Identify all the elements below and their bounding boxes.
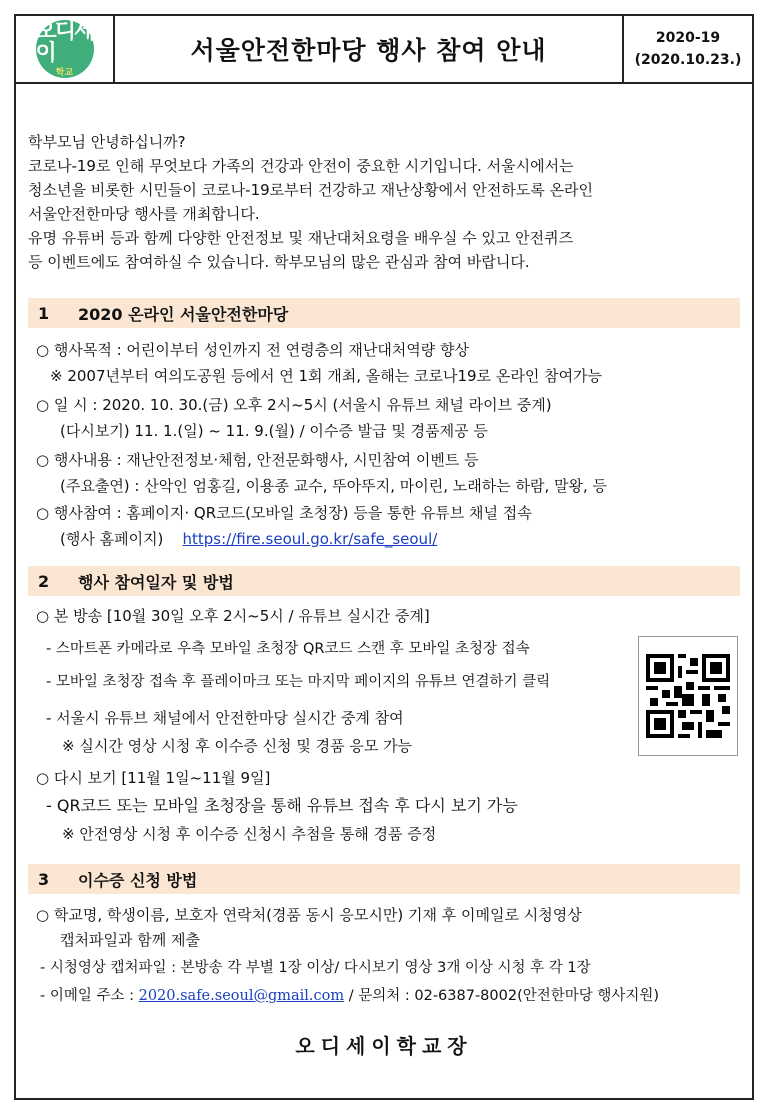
document-number-box bbox=[622, 16, 752, 82]
sec2-replay: ○ 다시 보기 [11월 1일~11월 9일] bbox=[36, 769, 271, 787]
sec1-purpose: ○ 행사목적 : 어린이부터 성인까지 전 연령층의 재난대처역량 향상 bbox=[36, 341, 470, 359]
logo-text: 오디세이 bbox=[35, 18, 94, 66]
section-1-heading bbox=[28, 298, 740, 328]
intro-line: 서울안전한마당 행사를 개최합니다. bbox=[28, 205, 260, 223]
qr-code-icon bbox=[646, 654, 730, 738]
document-header bbox=[14, 14, 754, 84]
intro-line: 코로나-19로 인해 무엇보다 가족의 건강과 안전이 중요한 시기입니다. 서울시에서는 bbox=[28, 157, 574, 175]
intro-line: 유명 유튜버 등과 함께 다양한 안전정보 및 재난대처요령을 배우실 수 있고 안전퀴즈 bbox=[28, 229, 574, 247]
school-logo bbox=[16, 16, 115, 82]
sec2-step: - 스마트폰 카메라로 우측 모바일 초청장 QR코드 스캔 후 모바일 초청장 접속 bbox=[46, 641, 530, 657]
section-number: 3 bbox=[38, 869, 50, 889]
intro-text bbox=[28, 130, 740, 274]
section-number: 2 bbox=[38, 571, 50, 591]
section-title: 행사 참여일자 및 방법 bbox=[78, 572, 234, 592]
intro-line: 등 이벤트에도 참여하실 수 있습니다. 학부모님의 많은 관심과 참여 바랍니다. bbox=[28, 253, 530, 271]
intro-line: 학부모님 안녕하십니까? bbox=[28, 133, 186, 151]
sec2-step: - 서울시 유튜브 채널에서 안전한마당 실시간 중계 참여 bbox=[46, 709, 404, 727]
email-label: - 이메일 주소 : bbox=[40, 988, 134, 1004]
sec1-content: ○ 행사내용 : 재난안전정보·체험, 안전문화행사, 시민참여 이벤트 등 bbox=[36, 451, 479, 469]
sec1-participation: ○ 행사참여 : 홈페이지· QR코드(모바일 초청장) 등을 통한 유튜브 채널 접속 bbox=[36, 504, 532, 522]
document-number: 2020-19 bbox=[655, 30, 721, 46]
sec2-note: ※ 실시간 영상 시청 후 이수증 신청 및 경품 응모 가능 bbox=[62, 737, 413, 755]
sec2-replay-note: ※ 안전영상 시청 후 이수증 신청시 추첨을 통해 경품 증정 bbox=[62, 825, 437, 843]
sec1-homepage-row bbox=[60, 527, 437, 551]
sec3-instruction: ○ 학교명, 학생이름, 보호자 연락처(경품 동시 응모시만) 기재 후 이메일로 시청영상 bbox=[36, 906, 582, 924]
sec3-capture: - 시청영상 캡처파일 : 본방송 각 부별 1장 이상/ 다시보기 영상 3개 이상 시청 후 각 1장 bbox=[40, 960, 591, 976]
sec2-step: - 모바일 초청장 접속 후 플레이마크 또는 마지막 페이지의 유튜브 연결하기 클릭 bbox=[46, 674, 551, 690]
intro-line: 청소년을 비롯한 시민들이 코로나-19로부터 건강하고 재난상황에서 안전하도록 온라인 bbox=[28, 181, 594, 199]
contact-info: / 문의처 : 02-6387-8002(안전한마당 행사지원) bbox=[348, 988, 660, 1004]
logo-emblem bbox=[36, 20, 94, 78]
sec1-note: ※ 2007년부터 여의도공원 등에서 연 1회 개최, 올해는 코로나19로 온라인 참여가능 bbox=[50, 367, 603, 385]
email-link[interactable]: 2020.safe.seoul@gmail.com bbox=[138, 988, 345, 1004]
sec1-performers: (주요출연) : 산악인 엄홍길, 이용종 교수, 뚜아뚜지, 마이린, 노래하는 하람, 말왕, 등 bbox=[60, 477, 608, 495]
section-2-heading bbox=[28, 566, 740, 596]
sec3-instruction-cont: 캡처파일과 함께 제출 bbox=[60, 931, 200, 949]
sec3-email-row bbox=[40, 984, 659, 1008]
logo-subtext: 학교 bbox=[55, 67, 74, 78]
signature: 오디세이학교장 bbox=[295, 1034, 473, 1058]
qr-code bbox=[638, 636, 738, 756]
section-number: 1 bbox=[38, 303, 50, 323]
section-title: 2020 온라인 서울안전한마당 bbox=[78, 304, 289, 324]
sec1-datetime: ○ 일 시 : 2020. 10. 30.(금) 오후 2시~5시 (서울시 유튜브 채널 라이브 중계) bbox=[36, 396, 552, 414]
section-3-heading bbox=[28, 864, 740, 894]
sec2-main-broadcast: ○ 본 방송 [10월 30일 오후 2시~5시 / 유튜브 실시간 중계] bbox=[36, 607, 430, 625]
page-title: 서울안전한마당 행사 참여 안내 bbox=[190, 36, 547, 65]
homepage-link[interactable]: https://fire.seoul.go.kr/safe_seoul/ bbox=[182, 530, 438, 548]
section-title: 이수증 신청 방법 bbox=[78, 870, 198, 890]
document-date: (2020.10.23.) bbox=[634, 52, 742, 68]
sec2-replay-step: - QR코드 또는 모바일 초청장을 통해 유튜브 접속 후 다시 보기 가능 bbox=[46, 796, 518, 815]
homepage-label: (행사 홈페이지) bbox=[60, 530, 164, 548]
sec1-replay: (다시보기) 11. 1.(일) ~ 11. 9.(월) / 이수증 발급 및 경품제공 등 bbox=[60, 422, 488, 440]
